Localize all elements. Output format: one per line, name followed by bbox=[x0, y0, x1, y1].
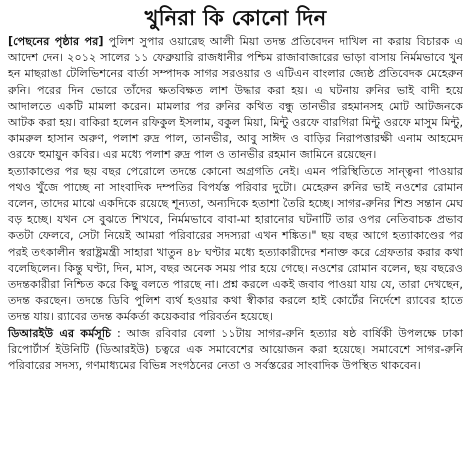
paragraph-1 bbox=[8, 34, 463, 164]
article-body bbox=[8, 34, 463, 374]
paragraph-3-text: : আজ রবিবার বেলা ১১টায় সাগর-রুনি হত্যার ষষ্ঠ বার্ষিকী উপলক্ষে ঢাকা রিপোর্টার্স ইউনিটি (ডিআরইউ) চত্বরে এক সমাবেশের আয়োজন করা হয়েছে। সমাবেশে সাগর-রুনি পরিবারের সদস্য, গণমাধ্যমের বিভিন্ন সংগঠনের নেতা ও সর্বস্তরের সাংবাদিক উপস্থিত থাকবেন। bbox=[8, 326, 463, 373]
paragraph-2-text: হত্যাকাণ্ডের পর ছয় বছর পেরোলে তদন্তে কোনো অগ্রগতি নেই। এমন পরিস্থিতিতে সান্ত্বনা পাওয়ার পথও খুঁজে পাচ্ছে না সাংবাদিক দম্পতির বিপর্যস্ত পরিবার দুটো। মেহেরুন রুনির ভাই নওশের রোমান বলেন, তাদের মাঝে একদিকে রয়েছে শূন্যতা, অন্যদিকে হতাশা তৈরি হচ্ছে। সাগর-রুনির শিশু সন্তান মেঘ বড় হচ্ছে। যখন সে বুঝতে শিখবে, নির্মমভাবে বাবা-মা হারানোর ঘটনাটি তার ওপর নেতিবাচক প্রভাব কতটা ফেলবে, সেটা নিয়েই আমরা পরিবারের সদস্যরা এখন শঙ্কিত।" ছয় বছর আগে হত্যাকাণ্ডের পর পরই তৎকালীন স্বরাষ্ট্রমন্ত্রী সাহারা খাতুন ৪৮ ঘণ্টার মধ্যে হত্যাকারীদের শনাক্ত করে গ্রেফতার করার কথা বলেছিলেন। কিন্তু ঘণ্টা, দিন, মাস, বছর অনেক সময় পার হয়ে গেছে। নওশের রোমান বলেন, ছয় বছরেও তদন্তকারীরা নিশ্চিত করে কিছু বলতে পারছে না। প্রশ্ন করলে একই জবাব পাওয়া যায় যে, তারা দেখছেন, তদন্ত করছেন। তদন্তে ডিবি পুলিশ ব্যর্থ হওয়ার কথা স্বীকার করলে হাই কোর্টের নির্দেশে র‌্যাবের হাতে তদন্ত যায়। র‌্যাবের তদন্ত কর্মকর্তা কয়েকবার পরিবর্তন হয়েছে। bbox=[8, 164, 463, 324]
dru-program-subhead: ডিআরইউ এর কর্মসূচি bbox=[8, 326, 112, 340]
paragraph-1-text: পুলিশ সুপার ওয়ারেছ আলী মিয়া তদন্ত প্রতিবেদন দাখিল না করায় বিচারক এ আদেশ দেন। ২০১২ সালের ১১ ফেব্রুয়ারি রাজধানীর পশ্চিম রাজাবাজারের ভাড়া বাসায় নির্মমভাবে খুন হন মাছরাঙা টেলিভিশনের বার্তা সম্পাদক সাগর সরওয়ার ও এটিএন বাংলার জ্যেষ্ঠ প্রতিবেদক মেহেরুন রুনি। পরের দিন ভোরে তাঁদের ক্ষতবিক্ষত লাশ উদ্ধার করা হয়। এ ঘটনায় রুনির ভাই বাদী হয়ে আদালতে একটি মামলা করেন। মামলার পর রুনির কথিত বন্ধু তানভীর রহমানসহ মোট আটজনকে আটক করা হয়। বাকিরা হলেন রফিকুল ইসলাম, বকুল মিয়া, মিন্টু ওরফে বারগিরা মিন্টু ওরফে মাসুম মিন্টু, কামরুল হাসান অরুণ, পলাশ রুদ্র পাল, তানভীর, আবু সাঈদ ও বাড়ির নিরাপত্তারক্ষী এনাম আহমেদ ওরফে হুমায়ুন কবির। এর মধ্যে পলাশ রুদ্র পাল ও তানভীর রহমান জামিনে রয়েছেন। bbox=[8, 35, 463, 162]
paragraph-3 bbox=[8, 326, 463, 375]
paragraph-2 bbox=[8, 164, 463, 326]
headline: খুনিরা কি কোনো দিন bbox=[144, 6, 327, 30]
continued-from-label: [পেছনের পৃষ্ঠার পর] bbox=[8, 35, 104, 48]
